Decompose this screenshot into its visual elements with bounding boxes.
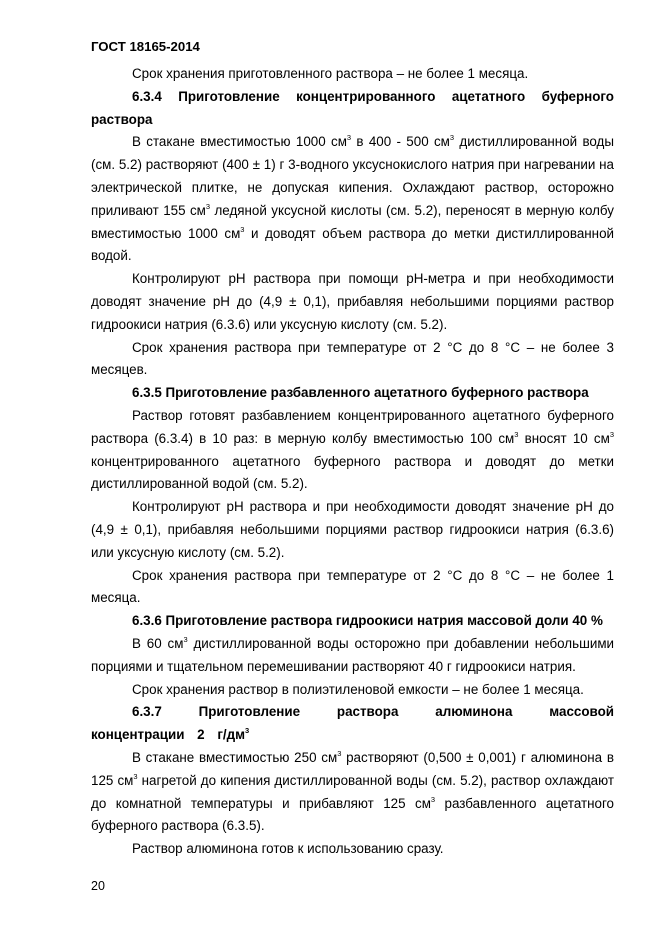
paragraph <box>91 747 614 838</box>
superscript: 3 <box>346 133 352 143</box>
paragraph <box>91 633 614 679</box>
paragraph: Срок хранения раствора при температуре от 2 °С до 8 °С – не более 3 месяцев. <box>91 339 614 378</box>
paragraph: Контролируют pH раствора при помощи pH-метра и при необходимости доводят значение pH до (4,9 ± 0,1), прибавляя небольшими порциями раствор гидроокиси натрия (6.3.6) или уксусную кислоту (см. 5.2). <box>91 271 614 332</box>
document-page <box>91 38 614 861</box>
section-heading-6-3-5: 6.3.5 Приготовление разбавленного ацетатного буферного раствора <box>132 385 589 401</box>
superscript: 3 <box>240 224 245 234</box>
text-run: дистиллированной воды осторожно при добавлении небольшими порциями и тщательном перемешивании растворяют 40 г гидроокиси натрия. <box>91 635 614 674</box>
text-run: в 400 - 500 см <box>351 134 450 150</box>
paragraph <box>91 405 614 496</box>
superscript: 3 <box>183 634 188 644</box>
superscript: 3 <box>430 794 436 804</box>
section-heading-6-3-4: 6.3.4 Приготовление концентрированного ацетатного буферного раствора <box>91 88 614 127</box>
text-run: Раствор готовят разбавлением концентрированного ацетатного буферного раствора (6.3.4) в 10 раз: в мерную колбу вместимостью 100 см <box>91 407 614 446</box>
paragraph: Срок хранения раствор в полиэтиленовой емкости – не более 1 месяца. <box>132 681 584 697</box>
paragraph: Контролируют pH раствора и при необходимости доводят значение pH до (4,9 ± 0,1), прибавляя небольшими порциями раствор гидроокиси натрия (6.3.6) или уксусную кислоту (см. 5.2). <box>91 499 614 560</box>
section-heading-6-3-7 <box>91 701 614 747</box>
superscript: 3 <box>205 201 211 211</box>
section-heading-6-3-6: 6.3.6 Приготовление раствора гидроокиси натрия массовой доли 40 % <box>132 613 603 629</box>
paragraph <box>91 131 614 268</box>
text-run: и доводят объем раствора до метки дистиллированной водой. <box>91 225 614 264</box>
superscript: 3 <box>337 748 342 758</box>
text-run: растворяют (0,500 ± 0,001) г алюминона в 125 см <box>91 749 614 788</box>
superscript: 3 <box>245 726 250 736</box>
superscript: 3 <box>133 771 138 781</box>
paragraph: Срок хранения раствора при температуре от 2 °С до 8 °С – не более 1 месяца. <box>91 567 614 606</box>
text-run: В стакане вместимостью 1000 см <box>132 134 347 150</box>
text-run: разбавленного ацетатного буферного раствора (6.3.5). <box>91 795 614 834</box>
text-run: ледяной уксусной кислоты (см. 5.2), переносят в мерную колбу вместимостью 1000 см <box>91 202 614 241</box>
text-run: нагретой до кипения дистиллированной воды (см. 5.2), раствор охлаждают до комнатной температуры и прибавляют 125 см <box>91 772 614 811</box>
text-run: концентрированного ацетатного буферного раствора и доводят до метки дистиллированной водой (см. 5.2). <box>91 453 614 492</box>
superscript: 3 <box>609 429 614 439</box>
superscript: 3 <box>449 133 455 143</box>
text-run: В стакане вместимостью 250 см <box>132 749 338 765</box>
text-run: В 60 см <box>132 635 184 651</box>
page-number: 20 <box>91 879 105 893</box>
paragraph: Раствор алюминона готов к использованию сразу. <box>132 841 444 857</box>
text-run: дистиллированной воды (см. 5.2) растворяют (400 ± 1) г 3-водного уксуснокислого натрия при нагревании на электрической плитке, не допуская кипения. Охлаждают раствор, осторожно приливают 155 см <box>91 134 614 218</box>
text-run: вносят 10 см <box>518 430 610 446</box>
document-header: ГОСТ 18165-2014 <box>91 39 200 54</box>
text-run: 6.3.7 Приготовление раствора алюминона массовой концентрации 2 г/дм <box>91 704 614 743</box>
paragraph: Срок хранения приготовленного раствора – не более 1 месяца. <box>132 66 529 81</box>
superscript: 3 <box>514 429 519 439</box>
